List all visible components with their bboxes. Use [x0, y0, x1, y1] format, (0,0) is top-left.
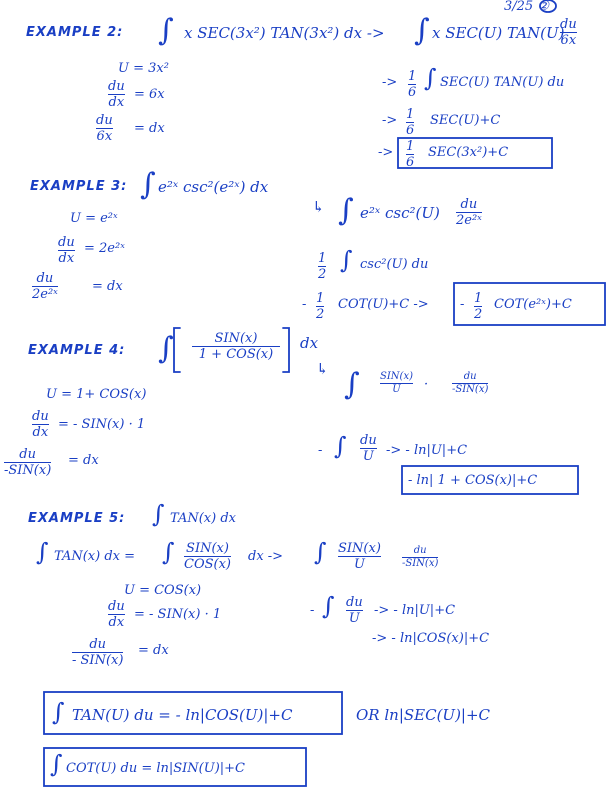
ex5-step1: -> - ln|U|+C: [374, 603, 456, 618]
ex4-dx: dx: [300, 334, 319, 352]
fraction-numerator: 1: [474, 291, 483, 306]
ex5-frac1: [184, 542, 231, 571]
ex2-integral: x SEC(3x²) TAN(3x²) dx ->: [184, 24, 385, 42]
integral-sign: ∫: [334, 432, 347, 460]
example-2-header: EXAMPLE 2:: [26, 25, 124, 40]
ex3-half: [318, 252, 326, 281]
ex4-step-frac: [360, 434, 377, 463]
integral-sign: ∫: [52, 698, 65, 726]
fraction-numerator: du: [108, 79, 125, 94]
fraction-denominator: U: [348, 611, 360, 626]
dot: ·: [424, 377, 429, 392]
example-4-header: EXAMPLE 4:: [28, 343, 126, 358]
fraction-numerator: 1: [406, 107, 415, 122]
fraction-numerator: du: [413, 545, 427, 556]
ex3-substitution: U = e²ˣ: [70, 211, 118, 226]
fraction-denominator: 6: [406, 123, 415, 138]
fraction-denominator: COS(x): [184, 557, 231, 572]
ex3-answer: COT(e²ˣ)+C: [494, 297, 572, 312]
fraction-numerator: du: [32, 409, 49, 424]
ex5-frac2: [338, 542, 381, 571]
integral-sign: ∫: [314, 538, 327, 566]
ex3-half-step: csc²(U) du: [360, 257, 429, 272]
ex2-answer-coef: [406, 140, 414, 169]
fraction-numerator: du: [89, 637, 107, 652]
fraction-denominator: U: [392, 384, 401, 395]
fraction-numerator: du: [58, 235, 75, 250]
ex2-du-6x: [96, 114, 113, 143]
ex3-answer-coef: [474, 292, 482, 321]
ex4-rhs-frac2: [452, 372, 488, 395]
ex5-integral: TAN(x) dx: [170, 511, 236, 526]
ex2-rhs-fraction: [560, 18, 577, 47]
integral-sign: ∫: [50, 750, 63, 778]
ex2-dudx: [108, 80, 125, 109]
ex5-substitution: U = COS(x): [124, 583, 202, 598]
ex5-du-frac: [72, 638, 123, 667]
fraction-numerator: du: [108, 599, 125, 614]
ex4-dudx-rhs: = - SIN(x) · 1: [58, 417, 146, 432]
ex4-answer: - ln| 1 + COS(x)|+C: [408, 473, 538, 488]
fraction-numerator: SIN(x): [214, 331, 258, 346]
ex4-du-rhs: = dx: [68, 453, 99, 468]
integral-sign: ∫: [344, 367, 360, 402]
ex2-step2-coef: [406, 108, 414, 137]
fraction-denominator: 6: [406, 155, 415, 170]
fraction-numerator: SIN(x): [338, 541, 381, 556]
fraction-denominator: - SIN(x): [72, 653, 124, 668]
integral-sign: ∫: [424, 64, 437, 92]
arrow: ->: [382, 113, 398, 128]
integral-sign: ∫: [414, 13, 430, 48]
fraction-denominator: 6: [408, 85, 417, 100]
ex2-step1-coef: [408, 70, 416, 99]
fraction-numerator: du: [346, 595, 363, 610]
fraction-numerator: du: [19, 447, 36, 462]
ex4-step: -> - ln|U|+C: [386, 443, 468, 458]
fraction-numerator: 1: [316, 291, 325, 306]
fraction-denominator: 1 + COS(x): [198, 347, 274, 362]
fraction-denominator: U: [353, 557, 365, 572]
ex4-dudx: [32, 410, 49, 439]
fraction-numerator: SIN(x): [186, 541, 229, 556]
integral-sign: ∫: [162, 538, 175, 566]
ex5-frac1-rest: dx ->: [248, 549, 284, 564]
integral-sign: ∫: [36, 538, 49, 566]
ex5-dudx-rhs: = - SIN(x) · 1: [134, 607, 222, 622]
cot-rule: COT(U) du = ln|SIN(U)|+C: [66, 761, 246, 776]
ex2-du-6x-rhs: = dx: [134, 121, 165, 136]
ex5-frac3: [402, 546, 438, 569]
ex2-answer: SEC(3x²)+C: [428, 145, 509, 160]
example-3-header: EXAMPLE 3:: [30, 179, 128, 194]
fraction-denominator: dx: [58, 251, 75, 266]
fraction-numerator: 1: [408, 69, 417, 84]
ex4-substitution: U = 1+ COS(x): [46, 387, 147, 402]
arrow: ->: [378, 145, 394, 160]
integral-sign: ∫: [140, 167, 156, 202]
ex2-step1: SEC(U) TAN(U) du: [440, 75, 565, 90]
ex4-integrand: [192, 332, 280, 361]
fraction-denominator: dx: [108, 615, 125, 630]
fraction-denominator: 2: [474, 307, 483, 322]
fraction-denominator: 2: [318, 267, 327, 282]
minus-sign: -: [302, 297, 307, 312]
fraction-numerator: du: [360, 433, 377, 448]
ex4-left-bracket: [174, 328, 180, 372]
ex3-rhs: e²ˣ csc²(U): [360, 204, 440, 222]
fraction-denominator: dx: [32, 425, 49, 440]
minus-sign: -: [460, 297, 465, 312]
ex3-integral: e²ˣ csc²(e²ˣ) dx: [158, 178, 269, 196]
minus-sign: -: [310, 603, 315, 618]
ex5-dudx: [108, 600, 125, 629]
fraction-denominator: 2e²ˣ: [32, 287, 58, 302]
fraction-numerator: du: [36, 271, 54, 286]
ex5-du-rhs: = dx: [138, 643, 169, 658]
fraction-denominator: U: [362, 449, 374, 464]
fraction-denominator: 6x: [96, 129, 113, 144]
fraction-numerator: 1: [318, 251, 327, 266]
ex3-du-frac: [32, 272, 58, 301]
ex4-right-bracket: [283, 328, 289, 372]
fraction-numerator: du: [96, 113, 113, 128]
integral-sign: ∫: [338, 193, 354, 228]
fraction-denominator: -SIN(x): [452, 384, 489, 395]
fraction-denominator: -SIN(x): [402, 558, 439, 569]
arrow: ↳: [316, 360, 329, 378]
minus-sign: -: [318, 443, 323, 458]
integral-sign: ∫: [158, 331, 174, 366]
fraction-numerator: du: [460, 197, 478, 212]
ex3-cot-step: COT(U)+C ->: [338, 297, 429, 312]
ex2-substitution: U = 3x²: [118, 61, 169, 76]
ex3-dudx: [58, 236, 75, 265]
ex3-dudx-rhs: = 2e²ˣ: [84, 241, 125, 256]
page-number: 3/25 ②: [504, 0, 549, 14]
ex4-rhs-frac1: [380, 372, 413, 395]
ex2-dudx-rhs: = 6x: [134, 87, 165, 102]
integral-sign: ∫: [340, 246, 353, 274]
integral-sign: ∫: [152, 500, 165, 528]
ex2-rhs: x SEC(U) TAN(U): [432, 24, 565, 42]
fraction-denominator: 2: [316, 307, 325, 322]
ex5-step1-frac: [346, 596, 363, 625]
fraction-numerator: SIN(x): [380, 371, 413, 382]
example-5-header: EXAMPLE 5:: [28, 511, 126, 526]
tan-rule: TAN(U) du = - ln|COS(U)|+C: [72, 706, 293, 724]
ex4-du-frac: [4, 448, 51, 477]
fraction-denominator: 6x: [560, 33, 577, 48]
fraction-denominator: 2e²ˣ: [456, 213, 482, 228]
fraction-numerator: du: [560, 17, 577, 32]
or-sec-rule: OR ln|SEC(U)|+C: [356, 706, 491, 724]
fraction-denominator: -SIN(x): [4, 463, 52, 478]
integral-sign: ∫: [322, 592, 335, 620]
fraction-numerator: du: [463, 371, 477, 382]
ex5-step2: -> - ln|COS(x)|+C: [372, 631, 490, 646]
fraction-numerator: 1: [406, 139, 415, 154]
ex5-lhs: TAN(x) dx =: [54, 549, 136, 564]
integral-sign: ∫: [158, 13, 174, 48]
fraction-denominator: dx: [108, 95, 125, 110]
ex2-step2: SEC(U)+C: [430, 113, 501, 128]
arrow: ↳: [312, 198, 325, 216]
ex3-du-rhs: = dx: [92, 279, 123, 294]
ex3-rhs-fraction: [456, 198, 482, 227]
arrow: ->: [382, 75, 398, 90]
ex3-cot-coef: [316, 292, 324, 321]
